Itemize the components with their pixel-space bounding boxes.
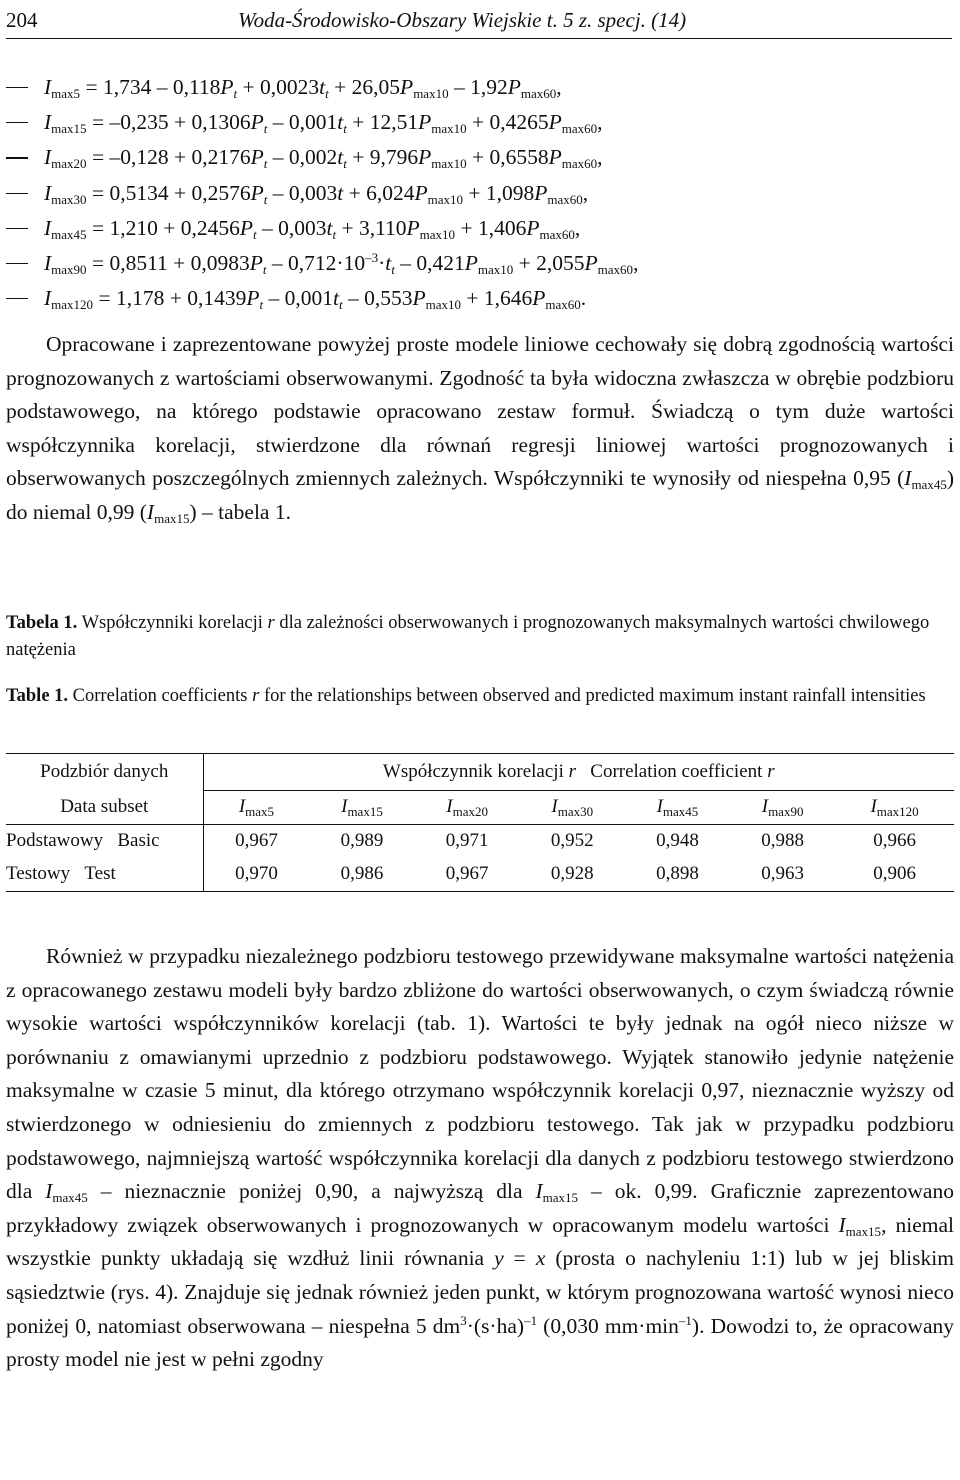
column-header: $I_{max120}$ bbox=[870, 796, 919, 819]
table-row bbox=[6, 858, 954, 892]
column-header: $I_{max30}$ bbox=[551, 796, 594, 819]
caption-label: Tabela 1. bbox=[6, 613, 78, 633]
dash-bullet bbox=[6, 193, 28, 194]
row-label: Testowy Test bbox=[6, 858, 203, 892]
equation-line bbox=[6, 105, 956, 140]
column-header: $I_{max45}$ bbox=[656, 796, 699, 819]
dash-bullet bbox=[6, 157, 28, 158]
paragraph-results bbox=[6, 328, 954, 530]
paragraph-discussion bbox=[6, 940, 954, 1377]
table-cell: 0,986 bbox=[340, 863, 384, 884]
table-cell: 0,906 bbox=[873, 863, 916, 884]
caption-text: Correlation coefficients r for the relationships between observed and predicted maximum instant rainfall intensities bbox=[72, 686, 926, 706]
table-caption-en bbox=[6, 683, 956, 710]
subset-header-en: Data subset bbox=[6, 790, 203, 824]
caption-text: Współczynniki korelacji r dla zależności obserwowanych i prognozowanych maksymalnych wartości chwilowego natężenia bbox=[6, 613, 930, 660]
dash-bullet bbox=[6, 122, 28, 123]
equation-imax120: $I_{max120} = 1,178 + 0,1439P_t - 0,001t_t - 0,553P_{max10} + 1,646P_{max60}$. bbox=[44, 286, 587, 313]
equation-line bbox=[6, 176, 956, 211]
table-cell: 0,967 bbox=[235, 830, 278, 851]
dash-bullet bbox=[6, 228, 28, 229]
equation-imax5: $I_{max5} = 1,734 - 0,118P_t + 0,0023t_t + 26,05P_{max10} - 1,92P_{max60}$, bbox=[44, 75, 562, 101]
table-cell: 0,967 bbox=[445, 863, 489, 884]
paragraph-text: Również w przypadku niezależnego podzbioru testowego przewidywane maksymalne wartości natężenia z opracowanego zestawu modeli były bardzo zbliżone do wartości obserwowanych, o czym świadczą równie wysokie wartości współczynników korelacji (tab. 1). Wartości te były jednak na ogół nieco niższe w porównaniu z omawianymi uprzednio z podzbioru podstawowego. Wyjątek stanowiło jedynie natężenie maksymalne w czasie 5 minut, dla którego otrzymano współczynnik korelacji 0,97, nieznacznie wyższy od stwierdzonego w odniesieniu do zmiennych z podzbioru testowego. Tak jak w przypadku podzbioru podstawowego, najmniejszą wartość współczynnika korelacji dla danych z podzbioru testowego stwierdzono dla $I_{max45}$ – nieznacznie poniżej 0,90, a najwyższą dla $I_{max15}$ – ok. 0,99. Graficznie zaprezentowano przykładowy związek obserwowanych i prognozowanych w opracowanym modelu wartości $I_{max15}$, niemal wszystkie punkty układają się wzdłuż linii równania y = x (prosta o nachyleniu 1:1) lub w jej bliskim sąsiedztwie (rys. 4). Znajduje się jednak również jeden punkt, w którym prognozowana wartość wynosi nieco poniżej 0, natomiast obserwowana – niespełna 5 $dm^3\cdot(s\cdot ha)^{-1}$ (0,030 $mm\cdot\min^{-1}$). Dowodzi to, że opracowany prosty model nie jest w pełni zgodny bbox=[6, 944, 954, 1372]
column-header: $I_{max90}$ bbox=[761, 796, 804, 819]
equation-line bbox=[6, 281, 956, 316]
equation-line bbox=[6, 246, 956, 281]
table-cell: 0,966 bbox=[873, 830, 916, 851]
page-number: 204 bbox=[6, 8, 38, 32]
equation-line bbox=[6, 211, 956, 246]
equation-imax30: $I_{max30} = 0,5134 + 0,2576P_t - 0,003t + 6,024P_{max10} + 1,098P_{max60}$, bbox=[44, 180, 589, 207]
caption-label: Table 1. bbox=[6, 686, 69, 706]
paragraph-text: Opracowane i zaprezentowane powyżej proste modele liniowe cechowały się dobrą zgodnością wartości prognozowanych z wartościami obserwowanymi. Zgodność ta była widoczna zwłaszcza w obrębie podzbioru podstawowego, na którego podstawie opracowano zestaw formuł. Świadczą o tym duże wartości współczynnika korelacji, stwierdzone dla równań regresji liniowej wartości prognozowanych i obserwowanych poszczególnych zmiennych zależnych. Współczynniki te wynosiły od niespełna 0,95 $(I_{max45})$ do niemal 0,99 $(I_{max15})$ – tabela 1. bbox=[6, 332, 954, 526]
table-cell: 0,952 bbox=[550, 830, 594, 851]
regression-equations bbox=[6, 70, 956, 316]
coef-header: Współczynnik korelacji r Correlation coefficient r bbox=[203, 754, 954, 791]
table-cell: 0,963 bbox=[761, 863, 804, 884]
subset-header-pl: Podzbiór danych bbox=[6, 754, 203, 791]
dash-bullet bbox=[6, 263, 28, 264]
equation-imax20: $I_{max20} = -0,128 + 0,2176P_t - 0,002t_t + 9,796P_{max10} + 0,6558P_{max60}$, bbox=[44, 145, 603, 172]
table-cell: 0,989 bbox=[340, 830, 384, 851]
row-label: Podstawowy Basic bbox=[6, 824, 203, 858]
dash-bullet bbox=[6, 298, 28, 299]
column-header: $I_{max20}$ bbox=[446, 796, 488, 819]
table-cell: 0,970 bbox=[235, 863, 278, 884]
running-header bbox=[6, 4, 952, 39]
column-header: $I_{max5}$ bbox=[238, 796, 275, 819]
table-cell: 0,988 bbox=[761, 830, 804, 851]
table-cell: 0,948 bbox=[656, 830, 699, 851]
table-cell: 0,928 bbox=[550, 863, 594, 884]
journal-title: Woda-Środowisko-Obszary Wiejskie t. 5 z. specj. (14) bbox=[238, 8, 687, 32]
table-row bbox=[6, 824, 954, 858]
equation-line bbox=[6, 70, 956, 105]
equation-imax15: $I_{max15} = -0,235 + 0,1306P_t - 0,001t_t + 12,51P_{max10} + 0,4265P_{max60}$, bbox=[44, 110, 603, 137]
table-cell: 0,898 bbox=[656, 863, 699, 884]
table-cell: 0,971 bbox=[445, 830, 489, 851]
correlation-table bbox=[6, 753, 954, 892]
equation-imax45: $I_{max45} = 1,210 + 0,2456P_t - 0,003t_t + 3,110P_{max10} + 1,406P_{max60}$, bbox=[44, 215, 581, 242]
dash-bullet bbox=[6, 87, 28, 88]
equation-line bbox=[6, 140, 956, 175]
equation-imax90: $I_{max90} = 0,8511 + 0,0983P_t - 0,712\cdot 10^{-3}\cdot t_t - 0,421P_{max10} + 2,055P_{max60}$, bbox=[44, 249, 639, 277]
column-header: $I_{max15}$ bbox=[341, 796, 383, 819]
table-caption-pl bbox=[6, 610, 956, 664]
